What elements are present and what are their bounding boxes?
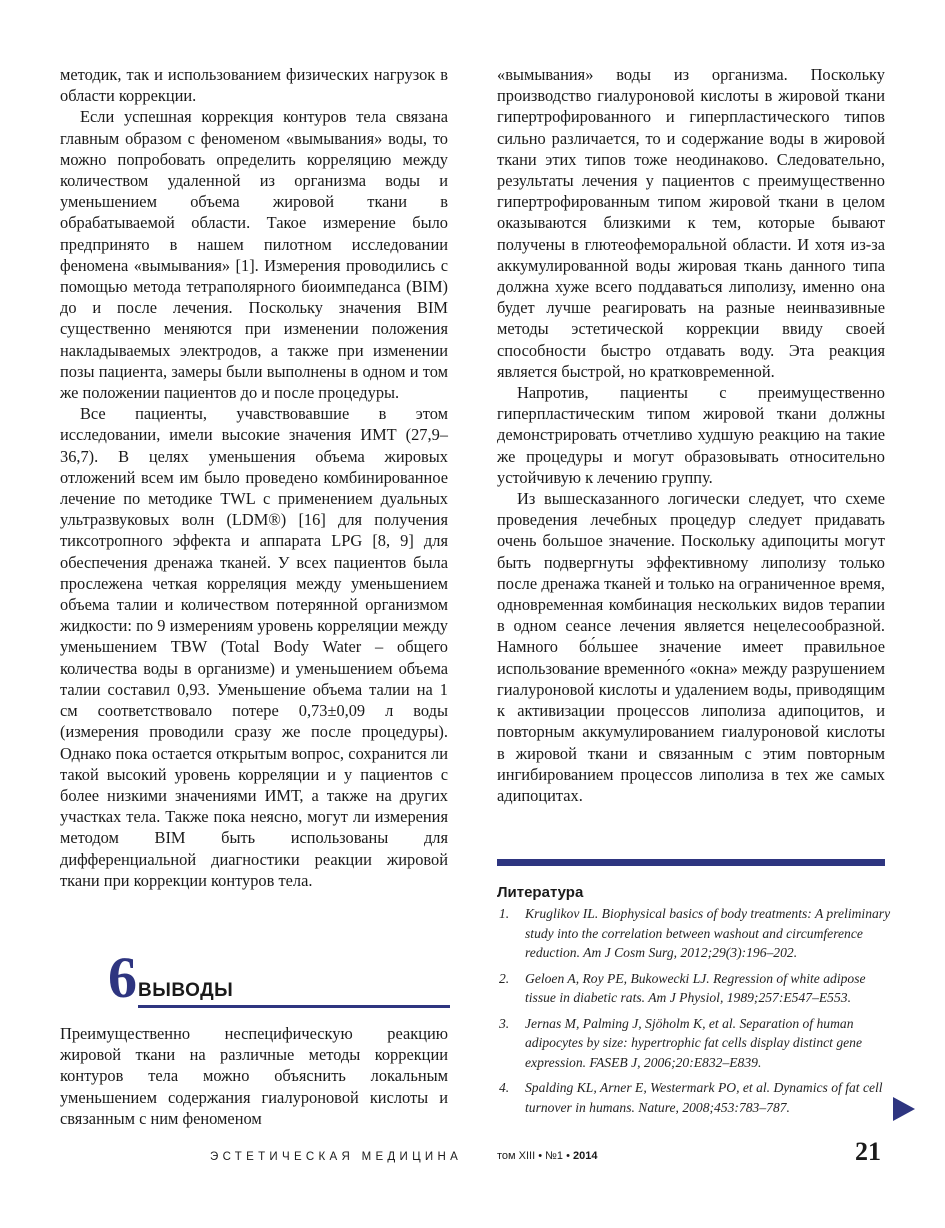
left-column bbox=[60, 64, 448, 891]
reference-item bbox=[497, 904, 892, 963]
reference-text: Kruglikov IL. Biophysical basics of body treatments: A preliminary study into the correlation between washout and circumference reduction. Am J Cosm Surg, 2012;29(3):196–202. bbox=[525, 906, 891, 960]
reference-text: Jernas M, Palming J, Sjöholm K, et al. Separation of human adipocytes by size: hypertrophic fat cells display distinct gene expression. FASEB J, 2006;20:E832–E839. bbox=[525, 1015, 862, 1070]
right-column bbox=[497, 64, 885, 806]
issue-year: 2014 bbox=[573, 1150, 598, 1162]
reference-number: 1. bbox=[499, 906, 510, 921]
reference-number: 2. bbox=[499, 970, 510, 986]
reference-item bbox=[497, 969, 892, 1008]
paragraph: Все пациенты, учавствовавшие в этом исследовании, имели высокие значения ИМТ (27,9–36,7). В целях уменьшения объема жировых отложений всем им было проведено комбинированное лечение по методике TWL с применением дуальных ультразвуковых волн (LDM®) [16] для получения тиксотропного эффекта и аппарата LPG [8, 9] для обеспечения дренажа тканей. У всех пациентов была прослежена четкая корреляция между уменьшением объема талии и количеством потерянной организмом жидкости: по 9 измерениям уровень корреляции между уменьшением TBW (Total Body Water – общего количества воды в организме) и уменьшением объема талии составил 0,93. Уменьшение объема талии на 1 см соответствовало потере 0,73±0,09 л воды (измерения проводили сразу же после процедуры). Однако пока остается открытым вопрос, сохранится ли такой высокий уровень корреляции и у пациентов с более низкими значениями ИМТ, а также на других участках тела. Также пока неясно, могут ли измерения методом BIM быть использованы для дифференциальной диагностики реакции жировой ткани при коррекции контуров тела. bbox=[60, 404, 448, 890]
reference-text: Geloen A, Roy PE, Bukowecki LJ. Regression of white adipose tissue in diabetic rats. Am J Physiol, 1989;257:E547–E553. bbox=[525, 970, 866, 1005]
reference-text: Spalding KL, Arner E, Westermark PO, et al. Dynamics of fat cell turnover in humans. Nature, 2008;453:783–787. bbox=[525, 1080, 883, 1115]
paragraph: методик, так и использованием физических нагрузок в области коррекции. bbox=[60, 65, 448, 106]
triangle-right-icon bbox=[893, 1097, 915, 1121]
reference-item bbox=[497, 1078, 892, 1117]
section-divider bbox=[138, 1005, 450, 1008]
references-title: Литература bbox=[497, 884, 584, 901]
references bbox=[497, 884, 892, 1123]
reference-number: 4. bbox=[499, 1080, 510, 1095]
page-number: 21 bbox=[855, 1137, 881, 1166]
reference-number: 3. bbox=[499, 1015, 510, 1031]
conclusion-paragraph: Преимущественно неспецифическую реакцию жировой ткани на различные методы коррекции контуров тела можно объяснить локальным уменьшением содержания гиалуроновой кислоты и связанным с ним феноменом bbox=[60, 1024, 448, 1128]
reference-list bbox=[497, 904, 892, 1117]
references-divider bbox=[497, 859, 885, 866]
section-title: ВЫВОДЫ bbox=[138, 980, 234, 1001]
paragraph: «вымывания» воды из организма. Поскольку производство гиалуроновой кислоты в жировой ткани гипертрофированного и гиперпластического типов сильно различается, то и содержание воды в жировой ткани этих типов тоже неодинаково. Следовательно, результаты лечения у пациентов с преимущественно гипертрофированным типом жировой ткани в целом оказываются близкими к тем, которые бывают получены в глютеофеморальной области. И хотя из-за аккумулированной воды жировая ткань данного типа должна хуже всего поддаваться липолизу, именно она будет лучше реагировать на разные неинвазивные методы эстетической коррекции ввиду своей способности быстро отдавать воду. Эта реакция является быстрой, но кратковременной. bbox=[497, 65, 885, 381]
issue-info bbox=[497, 1150, 598, 1162]
section-heading bbox=[108, 945, 448, 1012]
paragraph: Напротив, пациенты с преимущественно гиперпластическим типом жировой ткани должны демонстрировать отчетливо худшую реакцию на такие же процедуры и могут образовывать относительно устойчивую к лечению группу. bbox=[497, 383, 885, 487]
journal-name: ЭСТЕТИЧЕСКАЯ МЕДИЦИНА bbox=[210, 1151, 463, 1163]
paragraph: Если успешная коррекция контуров тела связана главным образом с феноменом «вымывания» воды, то можно попробовать определить корреляцию между количеством удаленной из организма воды и уменьшением объема жировой ткани в обрабатываемой области. Такое измерение было предпринято в нашем пилотном исследовании феномена «вымывания» [1]. Измерения проводились с помощью метода тетраполярного биоимпеданса (BIM) до и после лечения. Поскольку значения BIM существенно меняются при изменении положения накладываемых электродов, а также при изменении позы пациента, замеры были выполнены в одном и том же положении пациентов до и после процедуры. bbox=[60, 107, 448, 403]
paragraph: Из вышесказанного логически следует, что схеме проведения лечебных процедур следует придавать очень большое значение. Поскольку адипоциты могут быть подвергнуты эффективному липолизу только после дренажа тканей и только на ограниченное время, одновременная комбинация нескольких видов терапии в одном сеансе лечения является нецелесообразной. Намного бо́льшее значение имеет правильное использование временно́го «окна» между разрушением гиалуроновой кислоты и удалением воды, приводящим к активизации процессов липолиза адипоцитов, и повторным аккумулированием гиалуроновой кислоты в жировой ткани и связанным с этим повторным ингибированием процессов липолиза в тех же самых адипоцитах. bbox=[497, 489, 885, 805]
issue-prefix: том XIII • №1 • bbox=[497, 1150, 574, 1162]
section-number: 6 bbox=[108, 945, 137, 1010]
reference-item bbox=[497, 1014, 892, 1073]
